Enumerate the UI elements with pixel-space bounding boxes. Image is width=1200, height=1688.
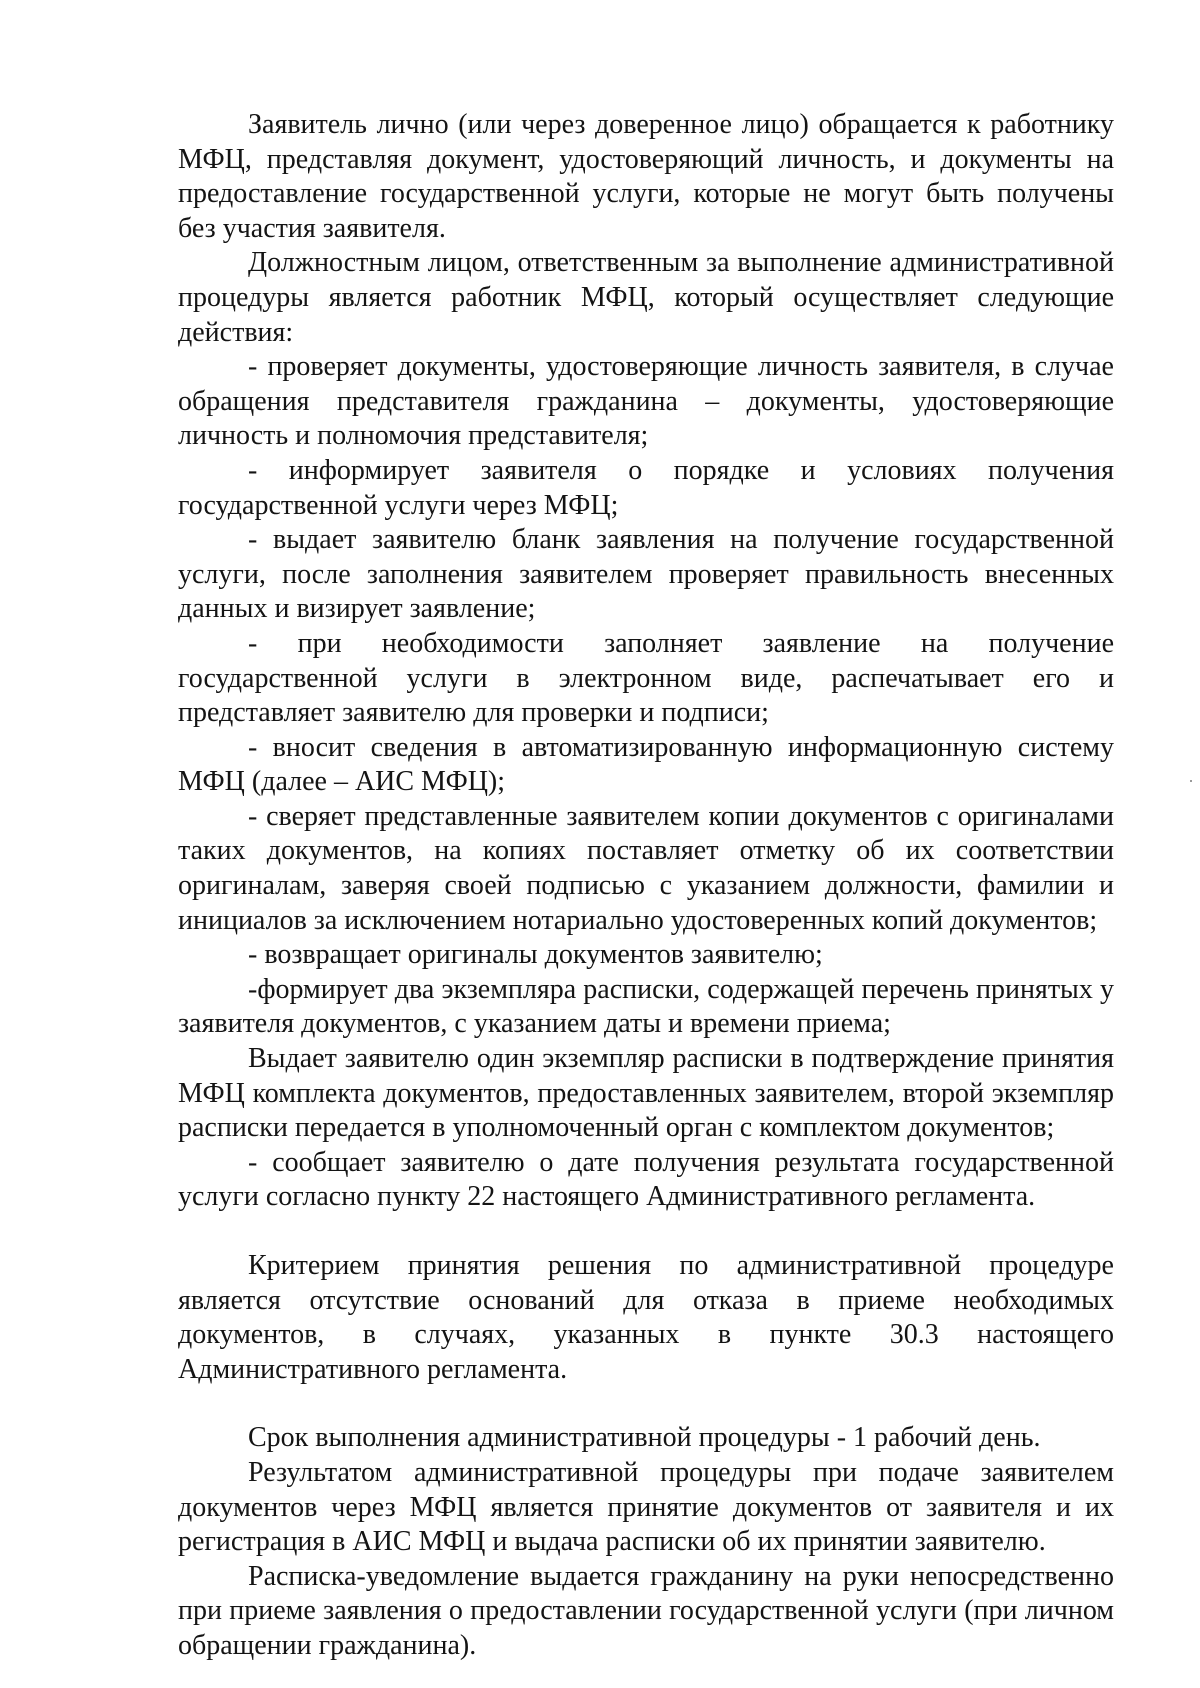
paragraph-result: Результатом административной процедуры при подаче заявителем документов через МФЦ является принятие документов от заявителя и их регистрация в АИС МФЦ и выдача расписки об их принятии заявителю. bbox=[178, 1456, 1114, 1558]
list-item-informs-date: - сообщает заявителю о дате получения результата государственной услуги согласно пункту 22 настоящего Административного регламента. bbox=[178, 1146, 1114, 1213]
paragraph-spacer bbox=[178, 1387, 1114, 1421]
scan-speck bbox=[1190, 780, 1192, 782]
list-item-checks-documents: - проверяет документы, удостоверяющие личность заявителя, в случае обращения представителя гражданина – документы, удостоверяющие личность и полномочия представителя; bbox=[178, 351, 1114, 452]
paragraph-deadline: Срок выполнения административной процедуры - 1 рабочий день. bbox=[248, 1422, 1041, 1454]
paragraph-decision-criterion: Критерием принятия решения по административной процедуре является отсутствие оснований для отказа в приеме необходимых документов, в случаях, указанных в пункте 30.3 настоящего Административного регламента. bbox=[178, 1250, 1114, 1385]
list-item-forms-receipts: -формирует два экземпляра расписки, содержащей перечень принятых у заявителя документов, с указанием даты и времени приема; bbox=[178, 973, 1114, 1040]
paragraph-spacer bbox=[178, 1215, 1114, 1249]
paragraph-applicant-appeal: Заявитель лично (или через доверенное лицо) обращается к работнику МФЦ, представляя документ, удостоверяющий личность, и документы на предоставление государственной услуги, которые не могут быть получены без участия заявителя. bbox=[178, 109, 1114, 244]
list-item-verifies-copies: - сверяет представленные заявителем копии документов с оригиналами таких документов, на копиях поставляет отметку об их соответствии оригиналам, заверяя своей подписью с указанием должности, фамилии и инициалов за исключением нотариально удостоверенных копий документов; bbox=[178, 800, 1114, 936]
list-item-enters-ais: - вносит сведения в автоматизированную информационную систему МФЦ (далее – АИС МФЦ); bbox=[178, 731, 1114, 798]
list-item-issues-form: - выдает заявителю бланк заявления на получение государственной услуги, после заполнения заявителем проверяет правильность внесенных данных и визирует заявление; bbox=[178, 524, 1114, 625]
paragraph-issues-receipt: Выдает заявителю один экземпляр расписки в подтверждение принятия МФЦ комплекта документов, предоставленных заявителем, второй экземпляр расписки передается в уполномоченный орган с комплектом документов; bbox=[178, 1043, 1114, 1144]
paragraph-notification-receipt: Расписка-уведомление выдается гражданину на руки непосредственно при приеме заявления о предоставлении государственной услуги (при личном обращении гражданина). bbox=[178, 1560, 1114, 1661]
list-item-fills-electronic: - при необходимости заполняет заявление на получение государственной услуги в электронном виде, распечатывает его и представляет заявителю для проверки и подписи; bbox=[178, 627, 1114, 729]
list-item-returns-originals: - возвращает оригиналы документов заявителю; bbox=[248, 939, 823, 971]
list-item-informs-applicant: - информирует заявителя о порядке и условиях получения государственной услуги через МФЦ; bbox=[178, 454, 1114, 521]
paragraph-responsible-official: Должностным лицом, ответственным за выполнение административной процедуры является работник МФЦ, который осуществляет следующие действия: bbox=[178, 247, 1114, 348]
document-page bbox=[178, 108, 1114, 1664]
